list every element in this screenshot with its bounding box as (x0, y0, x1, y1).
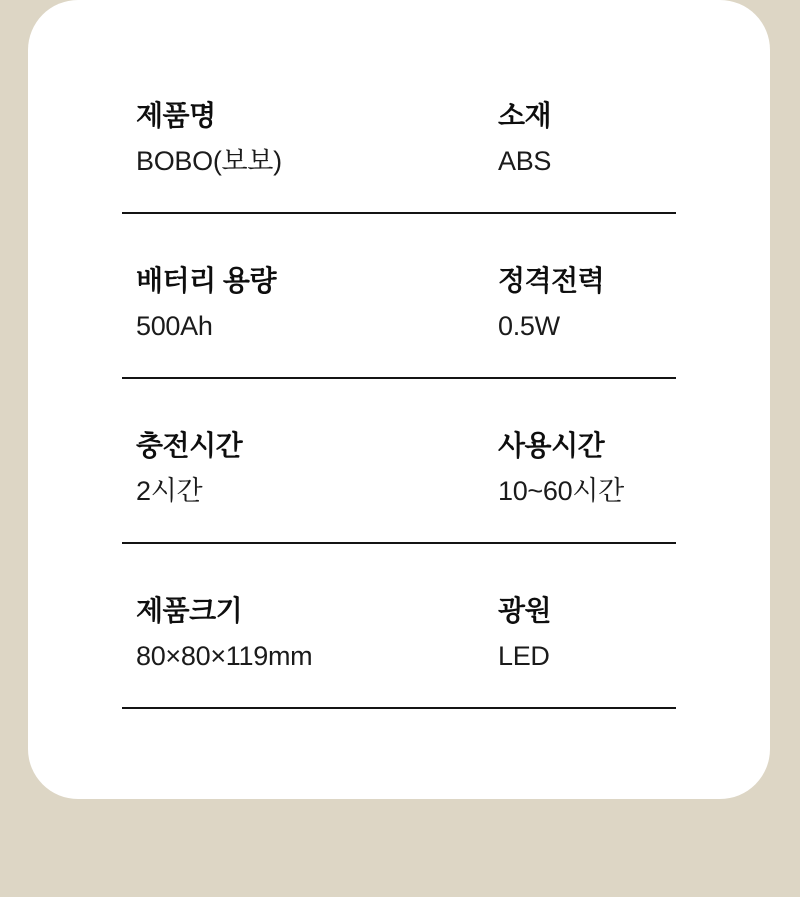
spec-value-light-source: LED (498, 641, 550, 671)
spec-cell-usage-time (498, 431, 676, 506)
spec-value-battery-capacity: 500Ah (136, 311, 213, 341)
spec-cell-light-source (498, 596, 676, 671)
spec-cell-material (498, 101, 676, 176)
spec-cell-rated-power (498, 266, 676, 341)
spec-label-product-name: 제품명 (136, 100, 216, 131)
spec-label-material: 소재 (498, 100, 552, 131)
spec-value-rated-power: 0.5W (498, 311, 560, 341)
spec-value-product-size: 80×80×119mm (136, 641, 313, 671)
spec-cell-charging-time (136, 431, 498, 506)
spec-value-product-name: BOBO(보보) (136, 146, 282, 176)
spec-label-rated-power: 정격전력 (498, 265, 605, 296)
spec-value-material: ABS (498, 146, 552, 176)
spec-row-charge-usage-time (122, 379, 676, 544)
spec-label-charging-time: 충전시간 (136, 430, 243, 461)
product-spec-card (28, 0, 770, 799)
spec-label-usage-time: 사용시간 (498, 430, 605, 461)
spec-cell-product-size (136, 596, 498, 671)
spec-cell-product-name (136, 101, 498, 176)
product-spec-table (122, 0, 676, 709)
spec-value-charging-time: 2시간 (136, 476, 203, 506)
spec-row-battery-power (122, 214, 676, 379)
spec-label-light-source: 광원 (498, 595, 552, 626)
spec-cell-battery-capacity (136, 266, 498, 341)
spec-row-size-lightsource (122, 544, 676, 709)
spec-label-battery-capacity: 배터리 용량 (136, 265, 277, 296)
spec-value-usage-time: 10~60시간 (498, 476, 624, 506)
spec-row-product-name-material (122, 49, 676, 214)
spec-label-product-size: 제품크기 (136, 595, 243, 626)
